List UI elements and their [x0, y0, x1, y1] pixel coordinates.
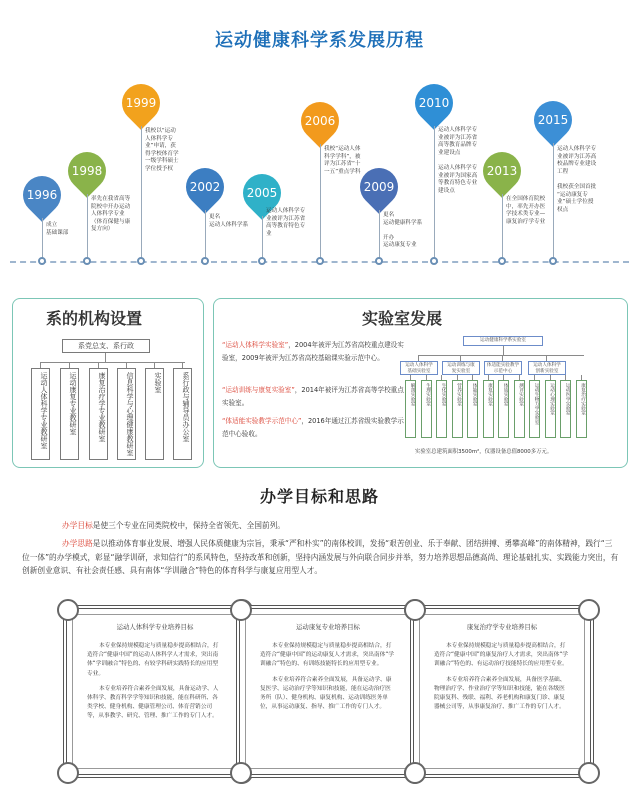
- timeline-dot-1996: [38, 257, 46, 265]
- lab-leaf-1: 解剖实验室: [405, 380, 416, 438]
- goal-frame-3-body: [434, 642, 570, 712]
- goal-frame-2-title: 运动康复专业培养目标: [296, 623, 360, 631]
- lab-group-4: 运动人体科学 创新实验室: [528, 361, 566, 375]
- org-unit-6: 系行政与辅导员办公室: [173, 368, 192, 460]
- timeline-event-1996: 成立 基础课部: [46, 222, 69, 236]
- lab-paragraph-3-highlight: “体适能实验教学示范中心”: [222, 417, 302, 425]
- timeline-event-1998: 率先在我省高等 院校中开办运动 人体科学专业 （体育保健与康 复方向）: [91, 196, 131, 233]
- lab-leaf-11: 运动医学实验室: [560, 380, 571, 438]
- timeline-dot-2015: [549, 257, 557, 265]
- timeline-stem-2006: [320, 144, 321, 258]
- goal-frame-3-corner-2: [578, 599, 600, 621]
- timeline-event-2005: 运动人体科学专 业被评为江苏省 高等教育特色专 业: [266, 208, 306, 237]
- timeline-event-2002: 更名 运动人体科学系: [209, 214, 249, 228]
- lab-bus: [418, 355, 584, 356]
- organization-title: 系的机构设置: [46, 309, 143, 328]
- goal-frame-2-para-1: 本专业保持规模稳定与质量稳步提高相结合，打造符合“健康中国”的运动康复人才需求，突出南体“学训融合”特色的、有训练技能特长的应用型专业。: [260, 643, 394, 668]
- goal-frame-3-corner-4: [578, 762, 600, 784]
- timeline-year-1999: 1999: [125, 96, 157, 110]
- goals-idea-label: 办学思路: [62, 539, 93, 548]
- timeline-dot-2009: [375, 257, 383, 265]
- lab-footer: 实验室总建筑面积3500m²，仪器设备总值8000多万元。: [415, 449, 553, 455]
- lab-root-connector: [503, 346, 504, 355]
- timeline-stem-2005: [262, 216, 263, 258]
- timeline-dot-1998: [83, 257, 91, 265]
- timeline-year-2006: 2006: [304, 114, 336, 128]
- lab-leaf-9: 运动生物力学实验室: [529, 380, 540, 438]
- timeline-year-2013: 2013: [486, 164, 518, 178]
- lab-leaf-5: 体能实验室: [467, 380, 478, 438]
- goal-frame-3-para-1: 本专业保持规模稳定与质量稳步提高相结合，打造符合“健康中国”的康复治疗人才需求，突出南体“学训融合”特色的、有运动治疗技能特长的应用型专业。: [434, 643, 568, 668]
- timeline-stem-2015: [553, 143, 554, 258]
- goals-target-text: 是使三个专业在同类院校中，保持全省领先、全国前列。: [92, 521, 285, 530]
- goal-frame-2-corner-3: [230, 762, 252, 784]
- goals-idea-text: 是以推动体育事业发展、增强人民体质健康为宗旨，秉承“严和朴实”的南体校训，发扬“艰苦创业、乐于奉献、团结拼搏、勇攀高峰”的南体精神，践行“三位一体”的办学模式，彰显“融学训研，求知信行”的系风特色，坚持改革和创新，坚持内涵发展与外向联合同步并举，努力培养思想品德高尚、理论基础扎实、实践能力突出，有创新创业意识、有社会责任感、具有南体“学训融合”特色的体育科学与康复应用型人才。: [22, 539, 619, 575]
- lab-group-2: 运动训练与康 复实验室: [442, 361, 480, 375]
- org-unit-5: 实验室: [145, 368, 164, 460]
- timeline-dot-2010: [430, 257, 438, 265]
- lab-paragraph-3-text: ，2016年通过江苏省级实验教学示范中心验收。: [222, 417, 404, 438]
- goal-frame-1-para-1: 本专业保持规模稳定与质量稳步提高相结合，打造符合“健康中国”的运动人体科学人才需求，突出南体“学训融合”特色的、有较学科研实践特长的应用型专业。: [87, 643, 219, 677]
- lab-leaf-8: 测评实验室: [514, 380, 525, 438]
- lab-title: 实验室发展: [362, 309, 443, 328]
- goals-title: 办学目标和思路: [259, 487, 379, 506]
- org-unit-4: 信息科学与心理健康教研室: [117, 368, 136, 460]
- timeline-stem-1999: [141, 126, 142, 258]
- goal-frame-3-corner-1: [404, 599, 426, 621]
- timeline-event-2010: 运动人体科学专 业被评为江苏省 高等教育品牌专 业建设点 运动人体科学专 业被评为国家高 等教育特色专业 建设点: [438, 127, 478, 194]
- lab-paragraph-1-text: ，2004年被评为江苏省高校重点建设实验室，2009年被评为江苏省高校基础课实验示范中心。: [222, 341, 404, 362]
- lab-leaf-12: 康复治疗实验室: [576, 380, 587, 438]
- lab-paragraph-2: [222, 384, 404, 410]
- lab-leaf-7: 体质实验室: [498, 380, 509, 438]
- goal-frame-1-corner-1: [57, 599, 79, 621]
- timeline-dot-2002: [201, 257, 209, 265]
- org-connector: [105, 353, 106, 362]
- lab-paragraph-2-highlight: “运动训练与康复实验室”: [222, 386, 295, 394]
- lab-leaf-3: 生化实验室: [436, 380, 447, 438]
- org-unit-2: 运动康复专业教研室: [60, 368, 79, 460]
- timeline-year-1996: 1996: [26, 188, 58, 202]
- goal-frame-1-corner-3: [57, 762, 79, 784]
- timeline-dot-2005: [258, 257, 266, 265]
- goal-frame-1-para-2: 本专业培养符合素养全面发展，具备运动学、人体科学、教育科学学等知识和技能，能在科研所、各类学校、健身机构、健康管理公司、体育营销公司等，从事教学、研究、管理、推广工作的专门人才。: [87, 685, 219, 720]
- org-top-box: 系党总支、系行政: [62, 339, 150, 353]
- goal-frame-1-body: [87, 642, 223, 722]
- goal-frame-3: [410, 605, 594, 778]
- lab-group-3: 体适能实验教学 示范中心: [484, 361, 522, 375]
- lab-group-1: 运动人体科学 基础实验室: [400, 361, 438, 375]
- history-title: 运动健康科学系发展历程: [215, 30, 424, 51]
- timeline-event-2006: 我校“运动人体 科学学科”，被 评为江苏省“十 一五”重点学科: [324, 146, 361, 175]
- goal-frame-2-corner-1: [230, 599, 252, 621]
- goal-frame-3-para-2: 本专业培养符合素养全面发展，具备医学基础、物理治疗学、作业治疗学等知识和技能，能在各级医院康复科、残联、福利、养老机构和康复门诊、康复器械公司等，从事康复治疗、推广工作的专门人才。: [434, 676, 566, 711]
- timeline-dot-2013: [498, 257, 506, 265]
- lab-root-box: 运动健康科学系实验室: [463, 336, 543, 346]
- lab-leaf-6: 康复实验室: [483, 380, 494, 438]
- timeline-stem-1996: [42, 218, 43, 258]
- org-bus: [40, 362, 185, 363]
- timeline-stem-1998: [87, 194, 88, 258]
- goals-idea: [22, 537, 620, 578]
- lab-paragraph-1: [222, 339, 404, 365]
- lab-leaf-2: 生理实验室: [421, 380, 432, 438]
- timeline-event-2015: 运动人体科学专 业被评为江苏高 校品牌专业建设 工程 我校获全国首批 “运动康复专 业”硕士学位授 权点: [557, 146, 597, 213]
- timeline-dot-2006: [316, 257, 324, 265]
- goal-frame-2-body: [260, 642, 396, 712]
- goal-frame-1: [63, 605, 247, 778]
- timeline-year-2010: 2010: [418, 96, 450, 110]
- goal-frame-2-para-2: 本专业培养符合素养全面发展，具备运动学、康复医学、运动治疗学等知识和技能，能在运动治疗医务所（队）、健身机构、康复机构、运动训练医务单位，从事运动康复、指导、推广工作的专门人才。: [260, 676, 392, 711]
- timeline-year-1998: 1998: [71, 164, 103, 178]
- timeline-year-2002: 2002: [189, 180, 221, 194]
- timeline-dot-1999: [137, 257, 145, 265]
- org-unit-3: 康复治疗学专业教研室: [89, 368, 108, 460]
- timeline-event-2009: 更名 运动健康科学系 开办 运动康复专业: [383, 212, 423, 249]
- lab-leaf-10: 运动心理实验室: [545, 380, 556, 438]
- timeline-stem-2002: [205, 210, 206, 258]
- timeline-year-2015: 2015: [537, 113, 569, 127]
- org-unit-1: 运动人体科学专业教研室: [31, 368, 50, 460]
- goal-frame-1-title: 运动人体科学专业培养目标: [116, 623, 194, 631]
- goal-frame-2: [236, 605, 420, 778]
- lab-paragraph-3: [222, 415, 404, 441]
- timeline-stem-2010: [434, 126, 435, 258]
- timeline-stem-2013: [502, 194, 503, 258]
- lab-leaf-4: 营养实验室: [452, 380, 463, 438]
- goals-target-label: 办学目标: [62, 521, 93, 530]
- timeline-year-2009: 2009: [363, 180, 395, 194]
- timeline-event-1999: 我校以“运动 人体科学专 业”申请，获 得学校体育学 一级学科硕士 学位授予权: [145, 128, 179, 172]
- timeline-year-2005: 2005: [246, 186, 278, 200]
- goal-frame-3-corner-3: [404, 762, 426, 784]
- goal-frame-3-title: 康复治疗学专业培养目标: [466, 623, 538, 631]
- timeline-event-2013: 在全国体育院校 中，率先开办医 学技术类专业— 康复治疗学专业: [506, 196, 546, 225]
- lab-paragraph-2-text: ，2014年被评为江苏省高等学校重点实验室。: [222, 386, 404, 407]
- goals-target: [62, 519, 622, 533]
- lab-paragraph-1-highlight: “运动人体科学实验室”: [222, 341, 289, 349]
- timeline-stem-2009: [379, 210, 380, 258]
